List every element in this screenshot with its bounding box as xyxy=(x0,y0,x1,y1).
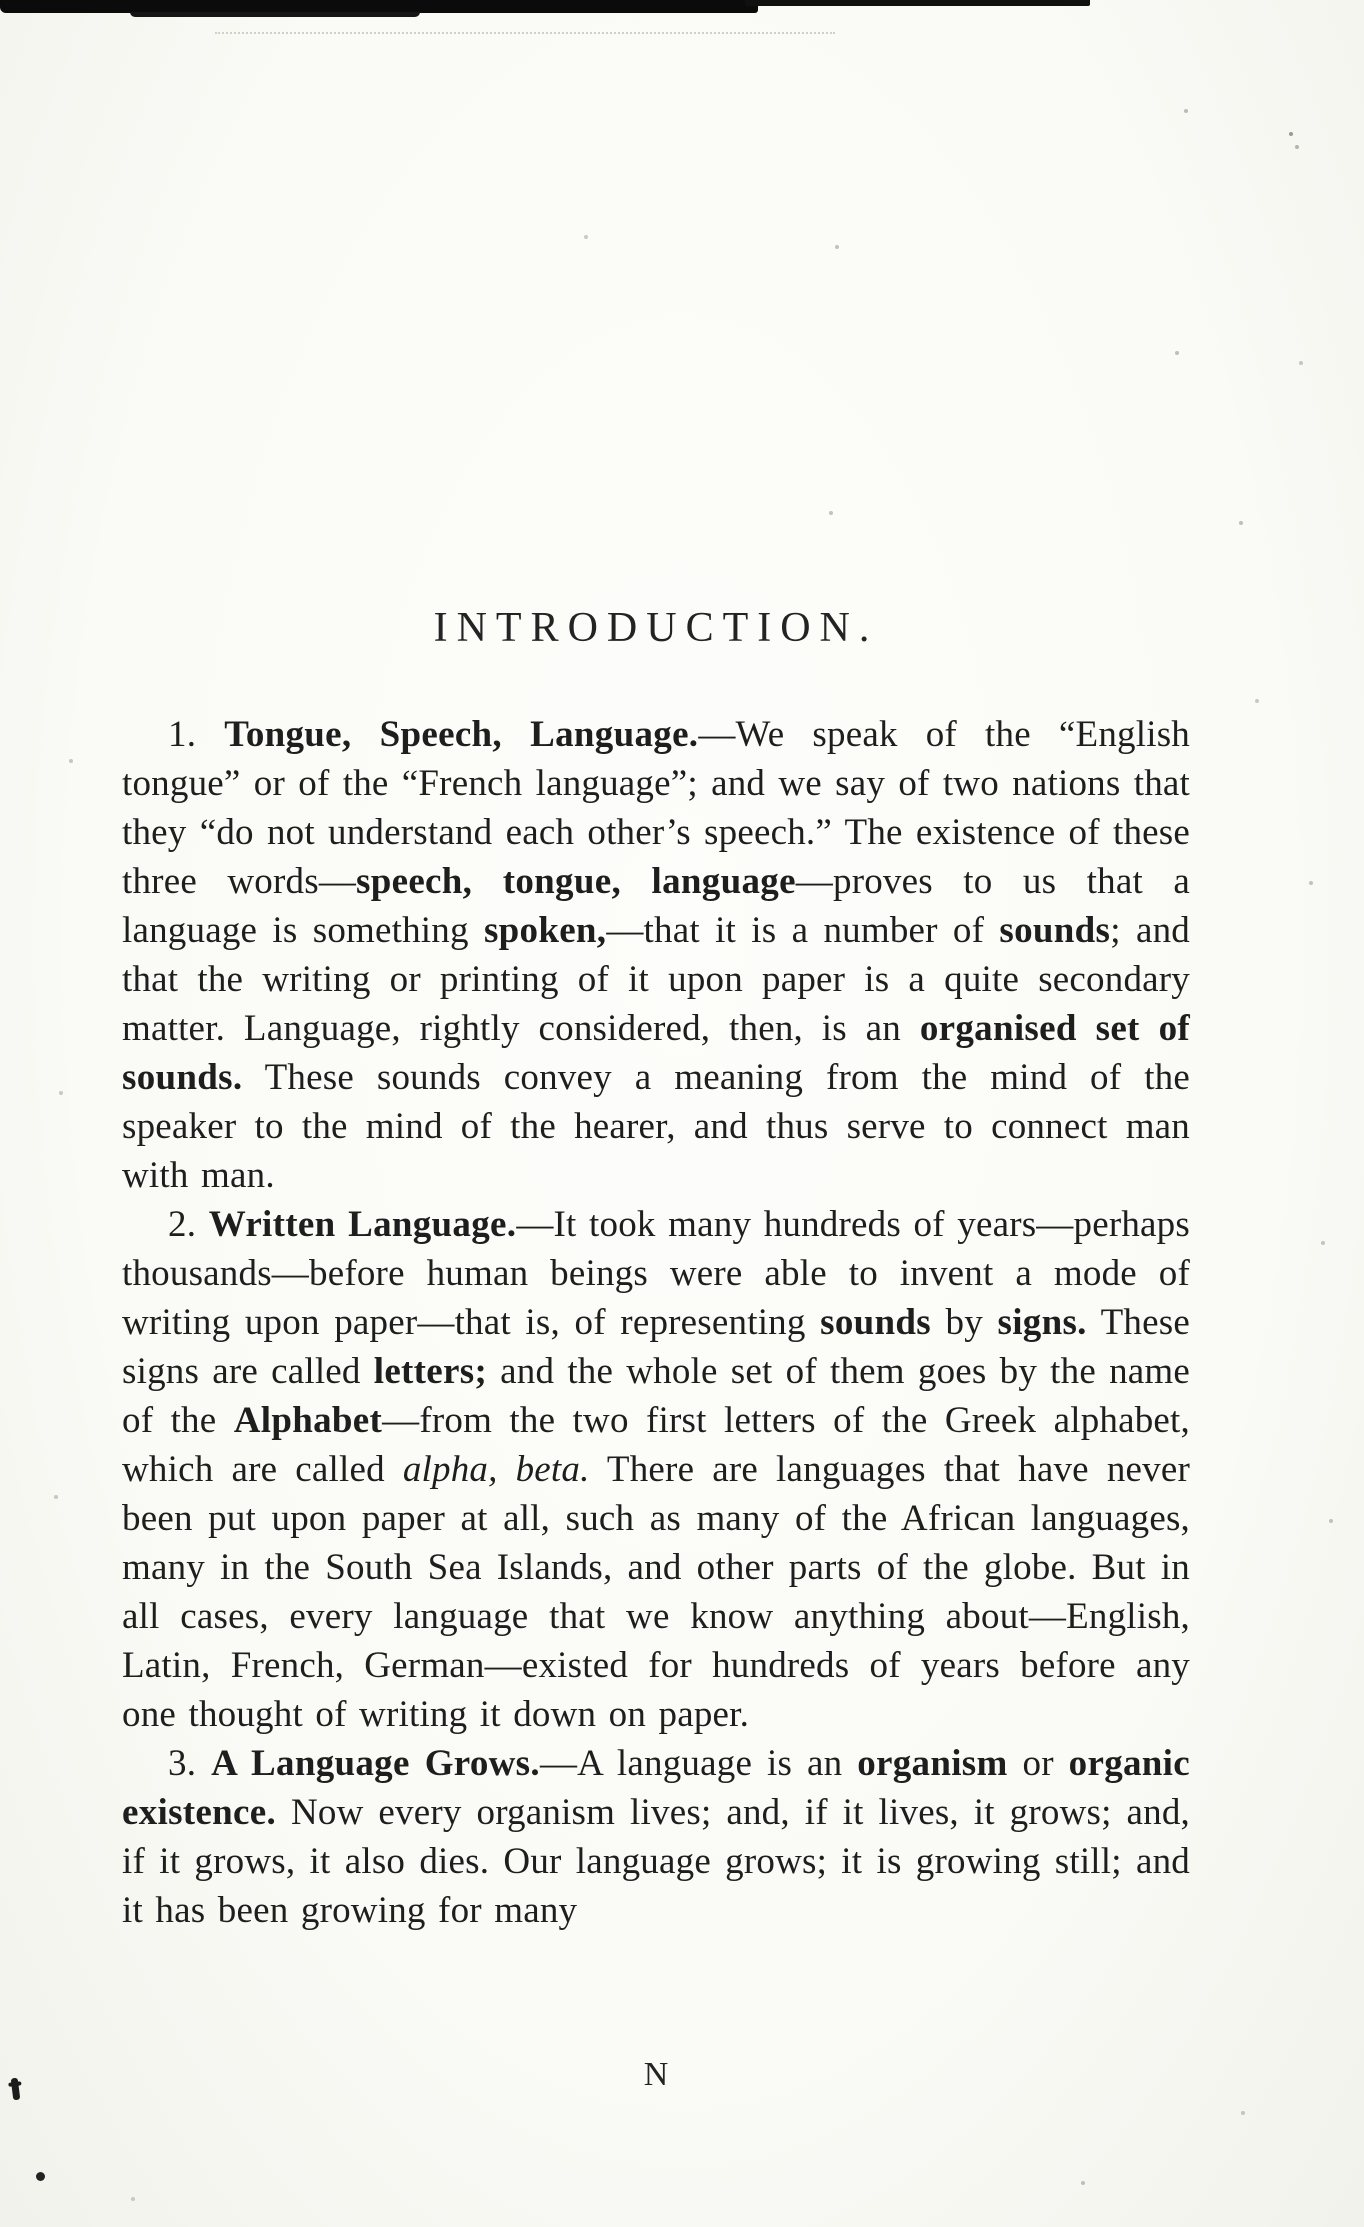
text-segment-normal: or xyxy=(1007,1743,1069,1784)
text-segment-normal: 3. xyxy=(168,1743,212,1784)
page-title: INTRODUCTION. xyxy=(433,605,879,651)
text-segment-bold: sounds xyxy=(820,1302,931,1343)
scan-edge-dotted-trace xyxy=(215,32,835,34)
signature-mark: N xyxy=(643,2056,669,2093)
paragraph xyxy=(122,710,1190,1200)
text-column xyxy=(122,604,1190,1935)
text-segment-normal: These signs are called xyxy=(122,1302,1190,1392)
text-segment-bold: Tongue, Speech, Language. xyxy=(224,714,699,755)
text-segment-bold: organised set of sounds. xyxy=(122,1008,1190,1098)
paragraph xyxy=(122,1200,1190,1739)
text-segment-normal: —that it is a number of xyxy=(606,910,1000,951)
text-segment-bold: organic existence. xyxy=(122,1743,1190,1833)
text-segment-normal: —It took many hundreds of years—perhaps thousands—before human beings were able to invent a mode of writing upon paper—that is, of representing xyxy=(122,1204,1190,1343)
text-segment-normal: —from the two first letters of the Greek alphabet, which are called xyxy=(122,1400,1190,1490)
dust-specks xyxy=(0,0,2,2)
text-segment-normal: ; and that the writing or printing of it upon paper is a quite secondary matter. Language, rightly considered, then, is an xyxy=(122,910,1190,1049)
text-segment-normal: Now every organism lives; and, if it lives, it grows; and, if it grows, it also dies. Our language grows; it is growing still; and it has been growing for many xyxy=(122,1792,1190,1931)
text-segment-normal: —A language is an xyxy=(539,1743,858,1784)
paragraph xyxy=(122,1739,1190,1935)
text-segment-normal: 1. xyxy=(168,714,225,755)
scan-edge-thin-strip xyxy=(745,0,1090,6)
text-segment-normal: and the whole set of them goes by the name of the xyxy=(122,1351,1190,1441)
text-segment-bold: Written Language. xyxy=(208,1204,517,1245)
text-segment-bold: signs. xyxy=(997,1302,1087,1343)
text-segment-normal: 2. xyxy=(168,1204,209,1245)
body-text xyxy=(122,710,1190,1935)
text-segment-normal: by xyxy=(930,1302,998,1343)
text-segment-normal: There are languages that have never been put upon paper at all, such as many of the African languages, many in the South Sea Islands, and other parts of the globe. But in all cases, every language that we know anything about—English, Latin, French, German—existed for hundreds of years before any one thought of writing it down on paper. xyxy=(122,1449,1190,1735)
text-segment-bold: organism xyxy=(857,1743,1008,1784)
text-segment-bold: sounds xyxy=(999,910,1111,951)
text-segment-italic: alpha, beta. xyxy=(402,1449,590,1490)
text-segment-bold: A Language Grows. xyxy=(211,1743,540,1784)
text-segment-normal: These sounds convey a meaning from the mind of the speaker to the mind of the hearer, and thus serve to connect man with man. xyxy=(122,1057,1190,1196)
text-segment-bold: spoken, xyxy=(483,910,607,951)
ink-smudge-mark xyxy=(11,2078,21,2101)
text-segment-bold: letters; xyxy=(373,1351,488,1392)
scan-edge-thick-strip xyxy=(0,0,758,13)
ink-dot-mark xyxy=(36,2172,45,2181)
text-segment-normal: —proves to us that a language is something xyxy=(122,861,1190,951)
text-segment-bold: speech, tongue, language xyxy=(356,861,796,902)
text-segment-bold: Alphabet xyxy=(233,1400,383,1441)
text-segment-normal: —We speak of the “English tongue” or of the “French language”; and we say of two nations that they “do not understand each other’s speech.” The existence of these three words— xyxy=(122,714,1190,902)
